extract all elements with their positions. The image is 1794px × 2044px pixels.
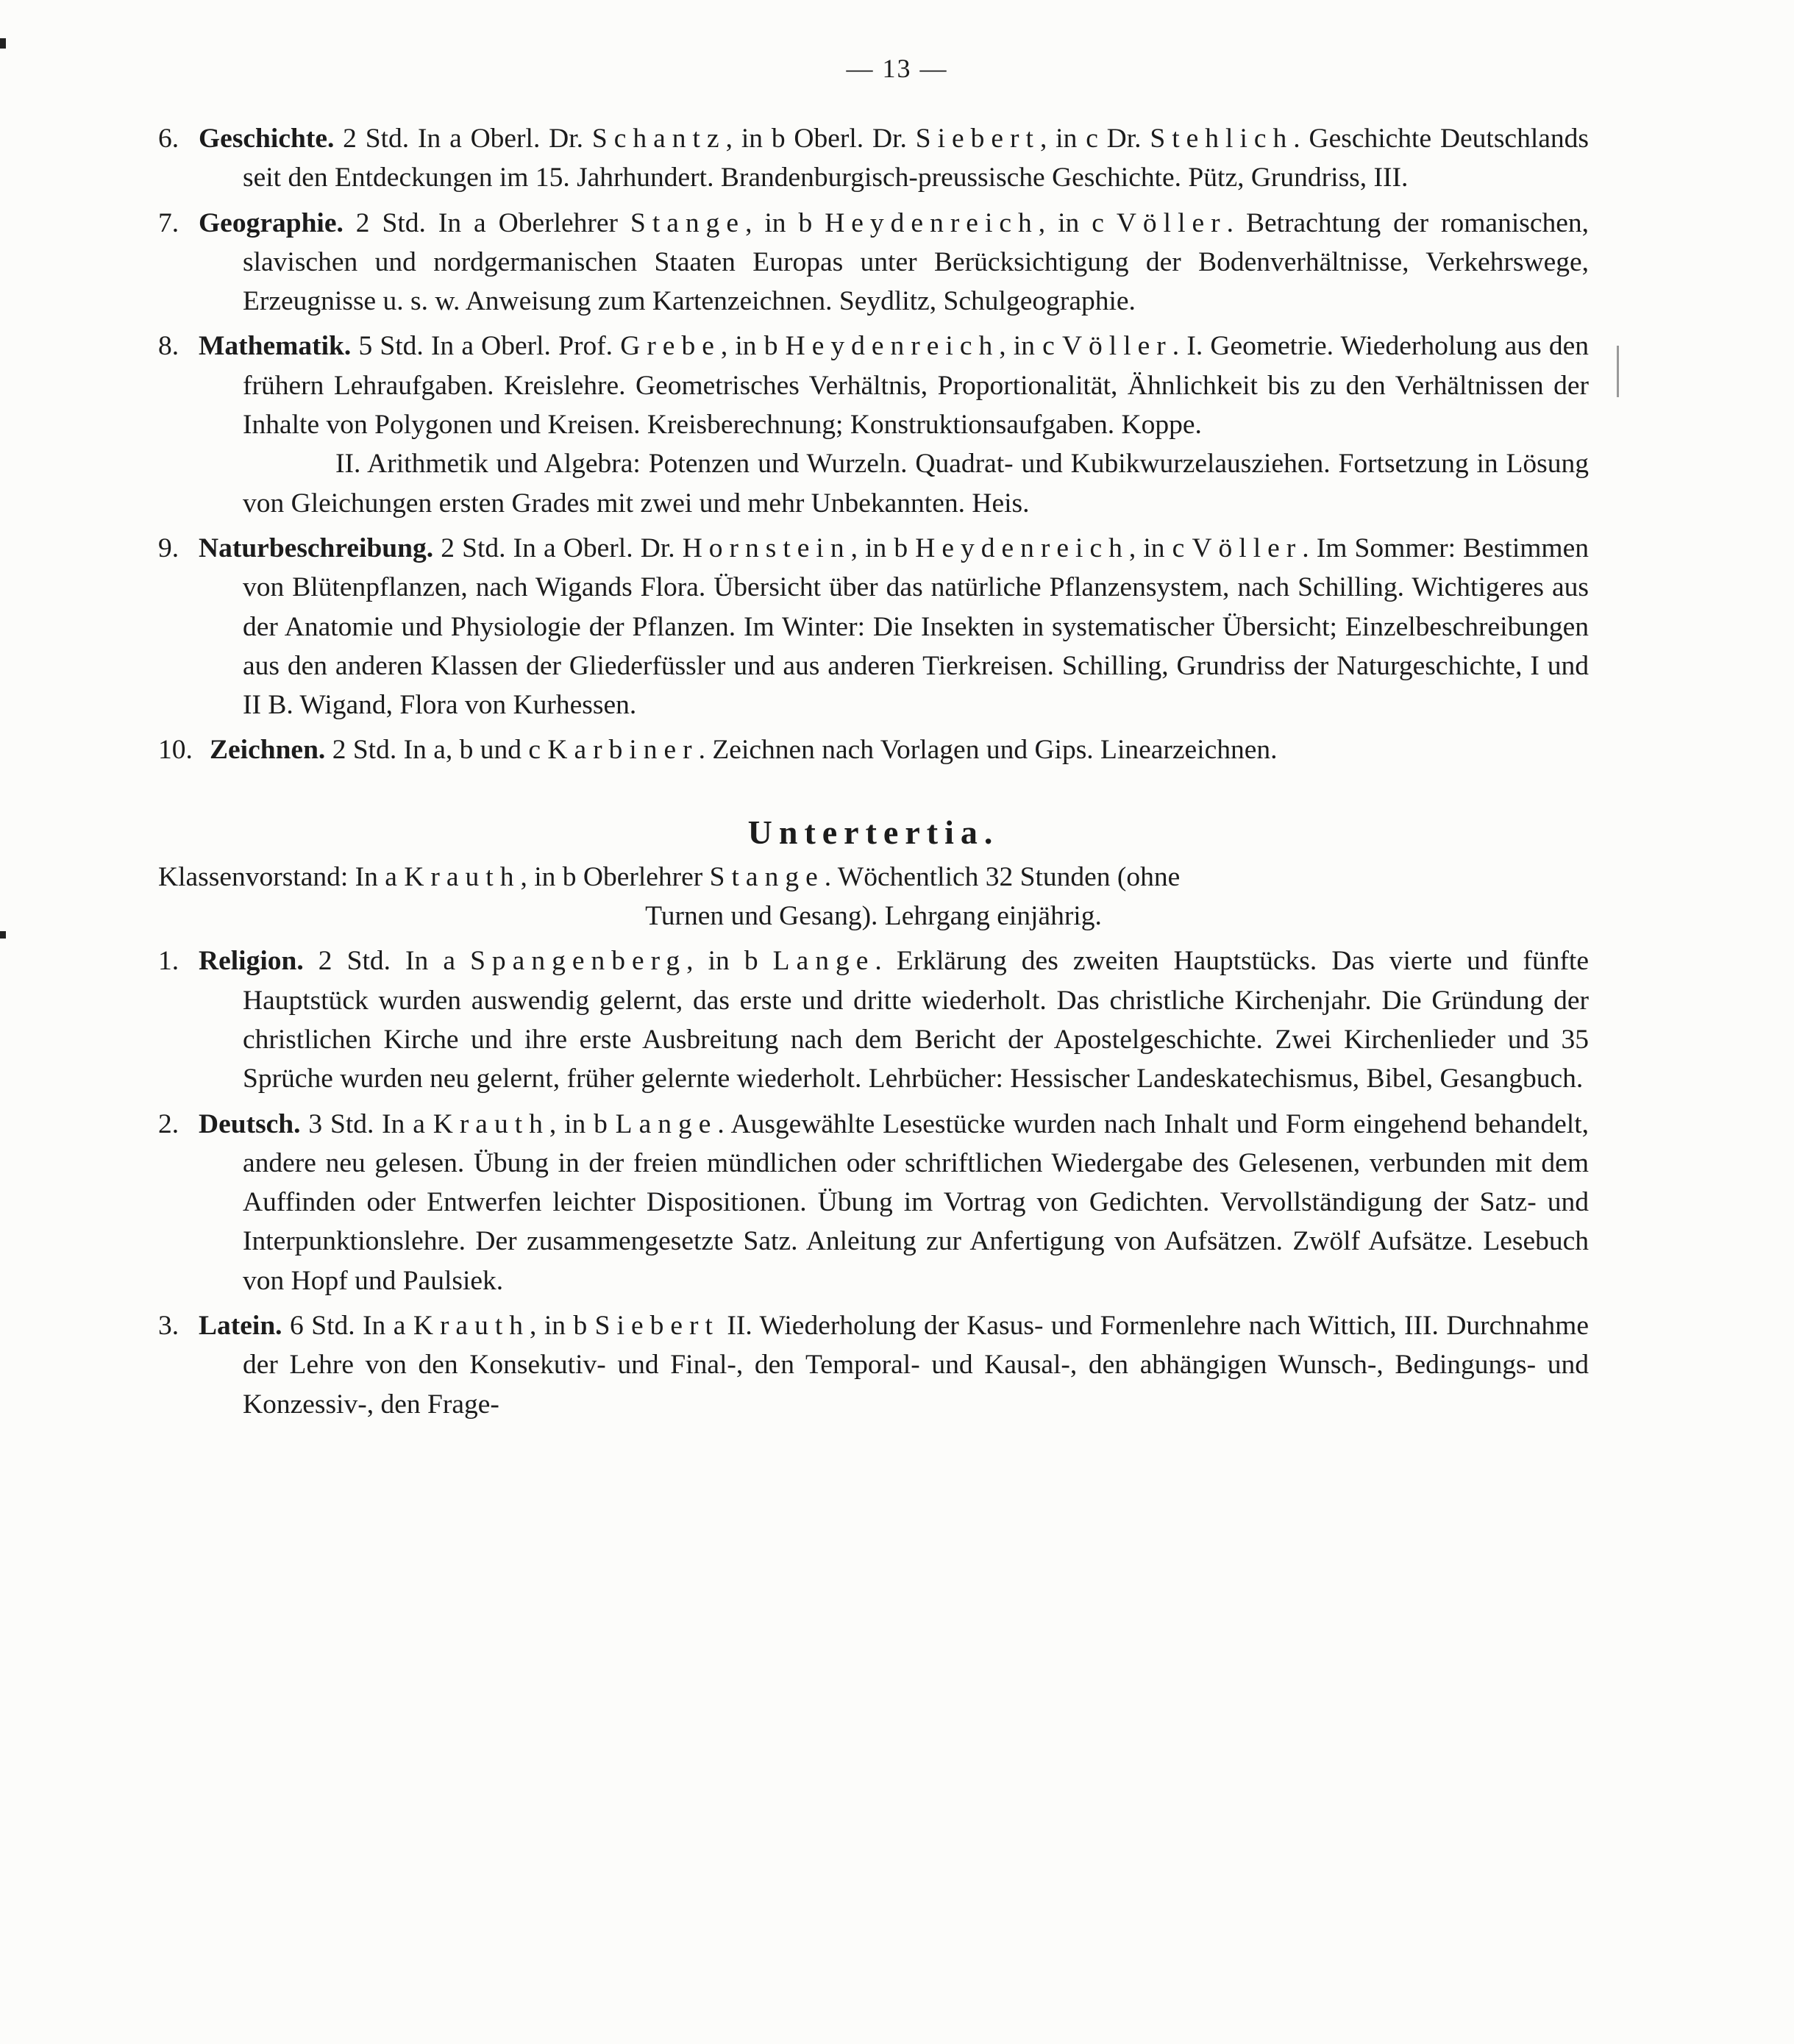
section-number: 7. [158,207,179,238]
teacher-name: Siebert [915,124,1040,154]
section-title: Religion. [199,946,304,977]
scan-edge-mark [0,931,6,939]
class-teacher-line: Klassenvorstand: In a Krauth, in b Oberlehrer Stange. Wöchentlich 32 Stunden (ohne [158,861,1181,892]
teacher-name: Hornstein [682,533,851,563]
teacher-name: Krauth [413,1311,530,1342]
teacher-name: Lange [772,946,875,977]
scan-edge-mark [1617,346,1619,397]
teacher-name: Völler [1116,207,1227,238]
section-number: 6. [158,124,179,154]
teacher-name: Stehlich [1150,124,1294,154]
section-title: Naturbeschreibung. [199,533,434,563]
page-number: — 13 — [846,54,948,83]
teacher-name: Krauth [404,861,521,892]
teacher-name: Stange [709,861,825,892]
section-title: Geographie. [199,207,344,238]
section-title: Zeichnen. [210,735,326,766]
teacher-name: Schantz [591,124,726,154]
class-heading: Untertertia. [747,813,1000,851]
section-zeichnen: 10. Zeichnen. 2 Std. In a, b und c Karbiner. Zeichnen nach Vorlagen und Gips. Linearzeichnen. [158,730,1589,769]
teacher-name: Grebe [620,331,721,362]
section-number: 2. [158,1108,179,1139]
teacher-name: Spangenberg [470,946,687,977]
section-geschichte: 6. Geschichte. 2 Std. In a Oberl. Dr. Schantz, in b Oberl. Dr. Siebert, in c Dr. Stehlich. Geschichte Deutschlands seit den Entdeckungen im 15. Jahrhundert. Brandenburgisch-preussische Geschichte. Pütz, Grundriss, III. [158,119,1589,198]
section-mathematik: 8. Mathematik. 5 Std. In a Oberl. Prof. Grebe, in b Heydenreich, in c Völler. I. Geometrie. Wiederholung aus den frühern Lehraufgaben. Kreislehre. Geometrisches Verhältnis, Proportionalität, Ähnlichkeit bis zu den Verhältnissen der Inhalte von Polygonen und Kreisen. Kreisberechnung; Konstruktionsaufgaben. Koppe. [158,327,1589,444]
section-number: 3. [158,1311,179,1342]
teacher-name: Völler [1192,533,1303,563]
teacher-name: Karbiner [547,735,699,766]
section-deutsch: 2. Deutsch. 3 Std. In a Krauth, in b Lange. Ausgewählte Lesestücke wurden nach Inhalt und Form eingehend behandelt, andere neu gelesen. Übung in der freien mündlichen oder schriftlichen Wiedergabe des Gelesenen, verbunden mit dem Auffinden oder Entwerfen leichter Dispositionen. Übung im Vortrag von Gedichten. Vervollständigung der Satz- und Interpunktionslehre. Der zusammengesetzte Satz. Anleitung zur Anfertigung von Aufsätzen. Zwölf Aufsätze. Lesebuch von Hopf und Paulsiek. [158,1105,1589,1300]
section-religion: 1. Religion. 2 Std. In a Spangenberg, in b Lange. Erklärung des zweiten Hauptstücks. Das vierte und fünfte Hauptstück wurden auswendig gelernt, das erste und dritte wiederholt. Das christliche Kirchenjahr. Die Gründung der christlichen Kirche und ihre erste Ausbreitung nach dem Bericht der Apostelgeschichte. Zwei Kirchenlieder und 35 Sprüche wurden neu gelernt, früher gelernte wiederholt. Lehrbücher: Hessischer Landeskatechismus, Bibel, Gesangbuch. [158,941,1589,1098]
class-teacher-line-2: Turnen und Gesang). Lehrgang einjährig. [645,901,1102,932]
teacher-name: Heydenreich [915,533,1129,563]
section-title: Latein. [199,1311,282,1342]
vorstand-label: Klassenvorstand: [158,861,349,892]
section-naturbeschreibung: 9. Naturbeschreibung. 2 Std. In a Oberl. Dr. Hornstein, in b Heydenreich, in c Völler. Im Sommer: Bestimmen von Blütenpflanzen, nach Wigands Flora. Übersicht über das natürliche Pflanzensystem, nach Schilling. Wichtigeres aus der Anatomie und Physiologie der Pflanzen. Im Winter: Die Insekten in systematischer Übersicht; Einzelbeschreibungen aus den anderen Klassen der Gliederfüssler und aus anderen Tierkreisen. Schilling, Grundriss der Naturgeschichte, I und II B. Wigand, Flora von Kurhessen. [158,529,1589,724]
section-number: 9. [158,533,179,563]
section-number: 10. [158,735,193,766]
teacher-name: Siebert [594,1311,719,1342]
teacher-name: Krauth [433,1108,549,1139]
section-number: 1. [158,946,179,977]
teacher-name: Stange [630,207,746,238]
teacher-name: Heydenreich [825,207,1039,238]
section-latein: 3. Latein. 6 Std. In a Krauth, in b Siebert II. Wiederholung der Kasus- und Formenlehre nach Wittich, III. Durchnahme der Lehre von den Konsekutiv- und Final-, den Temporal- und Kausal-, den abhängigen Wunsch-, Bedingungs- und Konzessiv-, den Frage- [158,1306,1589,1424]
teacher-name: Völler [1061,331,1172,362]
section-mathematik-part2: II. Arithmetik und Algebra: Potenzen und Wurzeln. Quadrat- und Kubikwurzelausziehen. Fortsetzung in Lösung von Gleichungen ersten Grades mit zwei und mehr Unbekannten. Heis. [243,449,1589,519]
section-geographie: 7. Geographie. 2 Std. In a Oberlehrer Stange, in b Heydenreich, in c Völler. Betrachtung der romanischen, slavischen und nordgermanischen Staaten Europas unter Berücksichtigung der Bodenverhältnisse, Verkehrswege, Erzeugnisse u. s. w. Anweisung zum Kartenzeichnen. Seydlitz, Schulgeographie. [158,204,1589,321]
section-title: Deutsch. [199,1108,301,1139]
section-title: Mathematik. [199,331,352,362]
section-title: Geschichte. [199,124,335,154]
teacher-name: Lange [615,1108,718,1139]
section-number: 8. [158,331,179,362]
teacher-name: Heydenreich [785,331,1000,362]
scan-edge-mark [0,38,6,49]
body-text [158,119,1589,1424]
